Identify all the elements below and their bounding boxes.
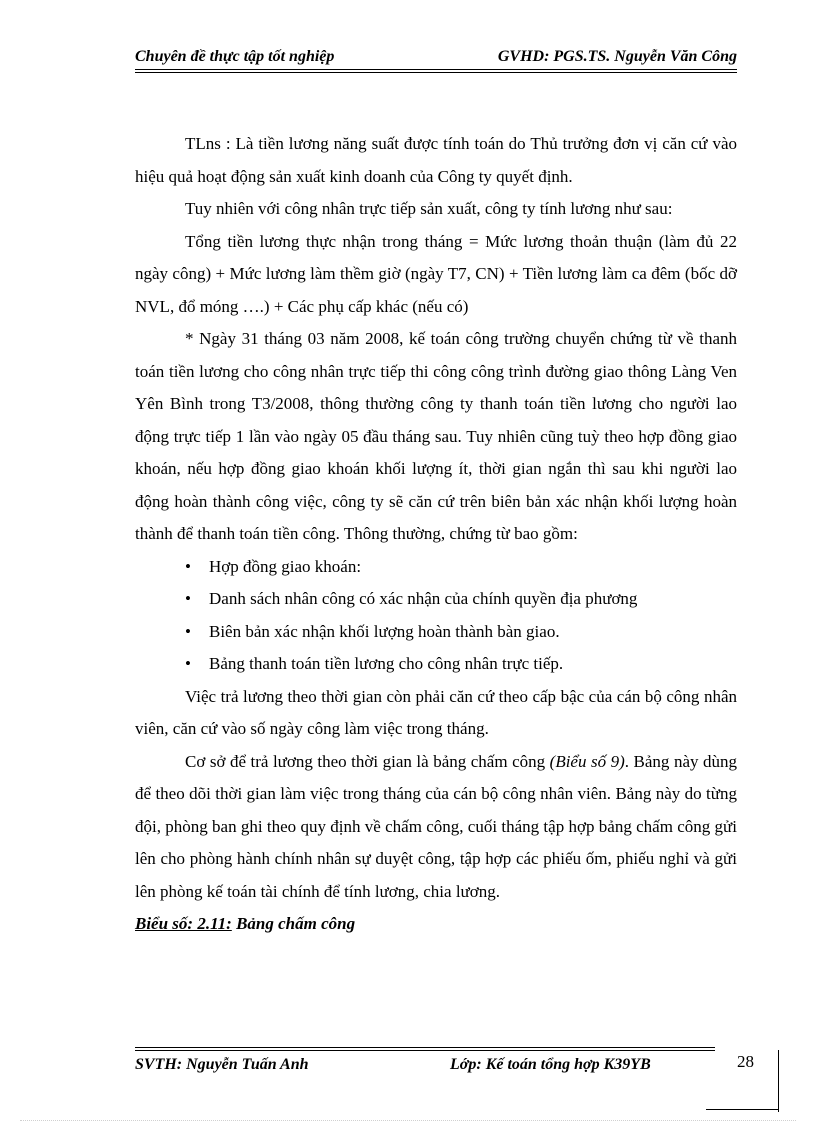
list-item (135, 648, 737, 681)
footer-rule-double (135, 1050, 715, 1051)
page-border-corner (706, 1109, 779, 1110)
bullet-icon: • (185, 654, 191, 673)
paragraph-text: . Bảng này dùng để theo dõi thời gian làm việc trong tháng của cán bộ công nhân viên. Bảng này do từng đội, phòng ban ghi theo quy định về chấm công, cuối tháng tập hợp bảng chấm công gửi lên cho phòng hành chính nhân sự duyệt công, tập hợp các phiếu ốm, phiếu nghỉ và gửi lên phòng kế toán tài chính để tính lương, chia lương. (135, 751, 738, 901)
body-text (135, 128, 737, 941)
table-caption (135, 908, 737, 941)
header-rule (135, 69, 737, 70)
table-reference: (Biểu số 9) (549, 751, 625, 771)
paragraph (135, 746, 737, 909)
list-item (135, 616, 737, 649)
header-rule-double (135, 72, 737, 73)
page-footer (135, 1056, 737, 1080)
list-item-text: Bảng thanh toán tiền lương cho công nhân trực tiếp. (209, 654, 564, 673)
footer-student: SVTH: Nguyễn Tuấn Anh (135, 1056, 309, 1073)
list-item (135, 551, 737, 584)
page-header (135, 48, 737, 70)
footer-rule (135, 1047, 715, 1048)
list-item-text: Hợp đồng giao khoán: (209, 556, 362, 576)
bullet-icon: • (185, 621, 191, 641)
caption-label: Biểu số: 2.11: (135, 914, 232, 933)
paragraph: Việc trả lương theo thời gian còn phải căn cứ theo cấp bậc của cán bộ công nhân viên, căn cứ vào số ngày công làm việc trong tháng. (135, 686, 737, 738)
page-edge-divider (20, 1120, 796, 1121)
bullet-icon: • (185, 556, 191, 576)
paragraph-text: Cơ sở để trả lương theo thời gian là bảng chấm công (185, 751, 550, 771)
caption-title: Bảng chấm công (231, 914, 356, 933)
header-supervisor: GVHD: PGS.TS. Nguyễn Văn Công (497, 48, 737, 65)
paragraph: Tổng tiền lương thực nhận trong tháng = Mức lương thoản thuận (làm đủ 22 ngày công) + Mức lương làm thềm giờ (ngày T7, CN) + Tiền lương làm ca đêm (bốc dỡ NVL, đổ móng ….) + Các phụ cấp khác (nếu có) (135, 231, 737, 316)
list-item-text: Danh sách nhân công có xác nhận của chính quyền địa phương (209, 589, 638, 608)
footer-class: Lớp: Kế toán tổng hợp K39YB (450, 1056, 651, 1073)
list-item-text: Biên bản xác nhận khối lượng hoàn thành bàn giao. (209, 621, 560, 641)
page-border-corner (778, 1050, 779, 1112)
paragraph: TLns : Là tiền lương năng suất được tính toán do Thủ trưởng đơn vị căn cứ vào hiệu quả hoạt động sản xuất kinh doanh của Công ty quyết định. (135, 134, 737, 186)
list-item (135, 583, 737, 616)
paragraph: * Ngày 31 tháng 03 năm 2008, kế toán công trường chuyển chứng từ về thanh toán tiền lương cho công nhân trực tiếp thi công công trình đường giao thông Làng Ven Yên Bình trong T3/2008, thông thường công ty thanh toán tiền lương cho người lao động trực tiếp 1 lần vào ngày 05 đầu tháng sau. Tuy nhiên cũng tuỳ theo hợp đồng giao khoán, nếu hợp đồng giao khoán khối lượng ít, thời gian ngắn thì sau khi người lao động hoàn thành công việc, công ty sẽ căn cứ trên biên bản xác nhận khối lượng hoàn thành để thanh toán tiền công. Thông thường, chứng từ bao gồm: (135, 329, 737, 543)
page-number: 28 (737, 1052, 754, 1071)
header-title: Chuyên đề thực tập tốt nghiệp (135, 48, 335, 65)
paragraph: Tuy nhiên với công nhân trực tiếp sản xuất, công ty tính lương như sau: (185, 199, 673, 218)
bullet-icon: • (185, 589, 191, 608)
document-list (135, 551, 737, 681)
